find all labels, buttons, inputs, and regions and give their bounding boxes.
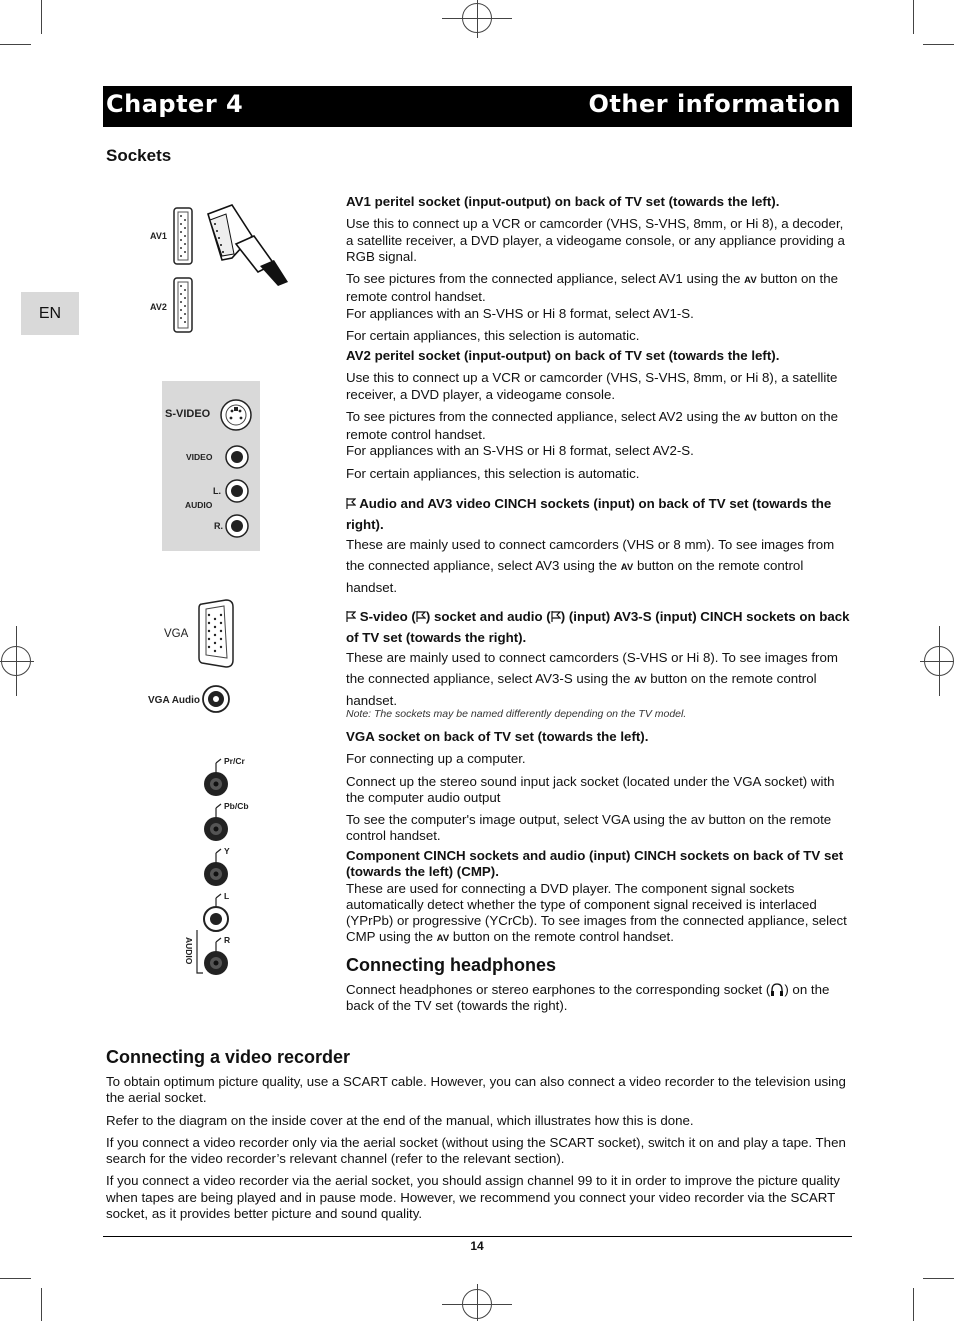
av-button-label: AV [744, 412, 757, 424]
cmp-paragraph: These are used for connecting a DVD player. The component signal sockets automatically detect whether the type of component signal received is interlaced (YPrPb) or progressive (YCrCb). To see images from the connected appliance, select CMP using the AV button on the remote control handset. [346, 880, 847, 945]
av1-section [346, 194, 852, 350]
vga-heading: VGA socket on back of TV set (towards the left). [346, 729, 649, 744]
av2-paragraph: Use this to connect up a VCR or camcorder (VHS, S-VHS, 8mm, or Hi 8), a satellite receiver, a DVD player, a videogame console. [346, 370, 838, 402]
audio-l-label: L. [213, 486, 221, 496]
av1-label: AV1 [150, 231, 167, 241]
av3-paragraph: These are mainly used to connect camcorders (VHS or 8 mm). To see images from the connected appliance, select AV3 using the AV button on the remote control handset. [346, 537, 835, 595]
vga-p1: For connecting up a computer. [346, 751, 526, 767]
audio-label: AUDIO [185, 500, 213, 510]
av1-heading: AV1 peritel socket (input-output) on back of TV set (towards the left). [346, 194, 780, 209]
y-label: Y [224, 846, 230, 856]
cmp-r-label: R [224, 935, 231, 945]
recorder-p1: To obtain optimum picture quality, use a SCART cable. However, you can also connect a video recorder to the television using the aerial socket. [106, 1074, 846, 1106]
vga-section [346, 729, 852, 851]
av3s-section [346, 607, 852, 721]
crop-mark [923, 44, 954, 45]
av-button-label: AV [744, 275, 757, 287]
headphones-icon [770, 983, 784, 996]
crop-mark [41, 1288, 42, 1321]
vga-sockets-diagram [196, 598, 241, 716]
vga-label: VGA [164, 628, 189, 640]
recorder-p4: If you connect a video recorder via the aerial socket, you should assign channel 99 to it in order to improve the picture quality when tapes are being played and in pause mode. However, we recommend you connect your video recorder via the SCART socket, as it provides better picture and sound quality. [106, 1173, 840, 1222]
av1-auto-note: For certain appliances, this selection is automatic. [346, 328, 640, 344]
page-number: 14 [470, 1239, 484, 1253]
av1-paragraph: Use this to connect up a VCR or camcorder (VHS, S-VHS, 8mm, or Hi 8), a decoder, a satellite receiver, a DVD player, a videogame console, or any appliance providing a RGB signal. [346, 216, 845, 264]
cmp-section [346, 848, 852, 954]
chapter-label: Chapter 4 [106, 90, 244, 118]
cmp-audio-label: AUDIO [184, 937, 194, 965]
headphones-heading: Connecting headphones [346, 955, 557, 975]
av1-select-paragraph: To see pictures from the connected appliance, select AV1 using the AV button on the remote control handset. For appliances with an S-VHS or Hi 8 format, select AV1-S. [346, 271, 839, 321]
av-button-label: AV [634, 674, 647, 686]
av3s-paragraph: These are mainly used to connect camcorders (S-VHS or Hi 8). To see images from the connected appliance, select AV3-S using the AV button on the remote control handset. [346, 650, 838, 708]
flag-icon [551, 611, 561, 622]
vga-audio-label: VGA Audio [148, 695, 201, 706]
audio-r-label: R. [214, 521, 223, 531]
vga-p3: To see the computer's image output, select VGA using the av button on the remote control handset. [346, 812, 832, 844]
scart-sockets-diagram [170, 200, 295, 340]
crop-mark [0, 44, 31, 45]
crop-mark [913, 0, 914, 34]
av3-section [346, 494, 852, 599]
crop-mark [913, 1288, 914, 1321]
footer-divider [103, 1236, 852, 1237]
av2-heading: AV2 peritel socket (input-output) on back of TV set (towards the left). [346, 348, 780, 363]
crop-mark [0, 1278, 31, 1279]
av2-auto-note: For certain appliances, this selection is automatic. [346, 465, 640, 481]
crop-mark [923, 1278, 954, 1279]
recorder-section [106, 1074, 852, 1228]
av3s-heading: S-video ( ) socket and audio ( ) (input) AV3-S (input) CINCH sockets on back of TV set (towards the right). [346, 609, 850, 645]
flag-icon [346, 611, 356, 622]
av-button-label: AV [620, 561, 634, 573]
headphones-paragraph: Connect headphones or stereo earphones to the corresponding socket ( ) on the back of the TV set (towards the right). [346, 982, 830, 1014]
component-sockets-diagram [185, 755, 245, 980]
cmp-l-label: L [224, 891, 230, 901]
svideo-label: S-VIDEO [165, 408, 211, 420]
vga-p2: Connect up the stereo sound input jack socket (located under the VGA socket) with the computer audio output [346, 773, 835, 805]
prcr-label: Pr/Cr [224, 756, 245, 766]
av2-select-paragraph: To see pictures from the connected appliance, select AV2 using the AV button on the remote control handset. For appliances with an S-VHS or Hi 8 format, select AV2-S. [346, 408, 839, 459]
recorder-p2: Refer to the diagram on the inside cover at the end of the manual, which illustrates how this is done. [106, 1112, 694, 1128]
flag-icon [346, 498, 356, 509]
av2-label: AV2 [150, 302, 167, 312]
av3-heading: Audio and AV3 video CINCH sockets (input) on back of TV set (towards the right). [346, 496, 832, 532]
chapter-title: Other information [588, 90, 841, 118]
av-button-label: AV [436, 933, 450, 945]
pbcb-label: Pb/Cb [224, 801, 249, 811]
av3-sockets-diagram [215, 396, 260, 541]
recorder-heading: Connecting a video recorder [106, 1047, 351, 1067]
sockets-heading: Sockets [106, 146, 172, 165]
chapter-banner [103, 86, 852, 127]
av2-section [346, 348, 852, 488]
video-label: VIDEO [186, 452, 213, 462]
recorder-p3: If you connect a video recorder only via the aerial socket (without using the SCART socket), switch it on and play a tape. Then search for the video recorder’s relevant channel (refer to the relevant section). [106, 1134, 846, 1167]
flag-icon [416, 611, 426, 622]
cmp-heading: Component CINCH sockets and audio (input) CINCH sockets on back of TV set (towards the left) (CMP). [346, 848, 844, 880]
language-tab: EN [21, 292, 79, 335]
crop-mark [41, 0, 42, 34]
sockets-note: Note: The sockets may be named differently depending on the TV model. [346, 707, 687, 720]
